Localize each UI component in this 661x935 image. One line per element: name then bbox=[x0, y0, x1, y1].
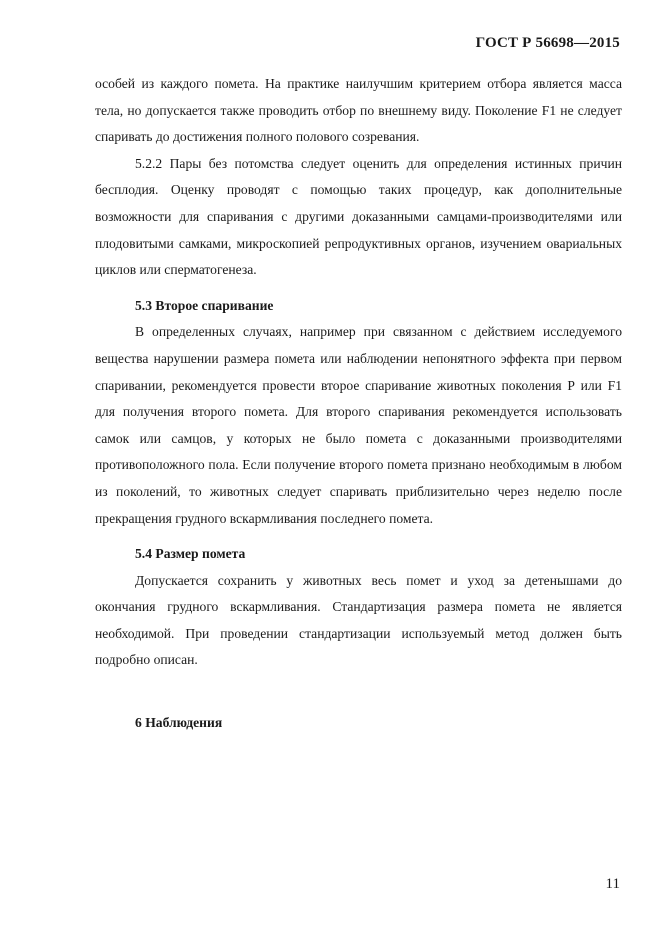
section-heading-5-3: 5.3 Второе спаривание bbox=[135, 297, 274, 313]
paragraph-selection-continuation: особей из каждого помета. На практике наилучшим критерием отбора является масса тела, но допускается также проводить отбор по внешнему виду. Поколение F1 не следует спаривать до достижения полного полового созревания. bbox=[95, 76, 622, 145]
paragraph-5-2-2: 5.2.2 Пары без потомства следует оценить для определения истинных причин бесплодия. Оценку проводят с помощью таких процедур, как дополнительные возможности для спаривания с другими доказанными самцами-производителями или плодовитыми самками, микроскопией репродуктивных органов, изучением овариальных циклов или сперматогенеза. bbox=[95, 155, 622, 278]
page-content bbox=[95, 71, 622, 737]
page-number: 11 bbox=[605, 876, 620, 892]
spacer bbox=[95, 674, 622, 710]
section-heading-6: 6 Наблюдения bbox=[135, 715, 223, 731]
document-code-header: ГОСТ Р 56698—2015 bbox=[475, 35, 620, 51]
paragraph-5-4: Допускается сохранить у животных весь помет и уход за детенышами до окончания грудного вскармливания. Стандартизация размера помета не является необходимой. При проведении стандартизации используемый метод должен быть подробно описан. bbox=[95, 572, 622, 668]
section-heading-5-4: 5.4 Размер помета bbox=[135, 546, 246, 562]
paragraph-5-3: В определенных случаях, например при связанном с действием исследуемого вещества нарушении размера помета или наблюдении непонятного эффекта при первом спаривании, рекомендуется провести второе спаривание животных поколения Р или F1 для получения второго помета. Для второго спаривания рекомендуется использовать самок или самцов, у которых не было помета с доказанными производителями противоположного пола. Если получение второго помета признано необходимым в любом из поколений, то животных следует спаривать приблизительно через неделю после прекращения грудного вскармливания последнего помета. bbox=[95, 324, 622, 526]
spacer bbox=[95, 284, 622, 293]
spacer bbox=[95, 532, 622, 541]
